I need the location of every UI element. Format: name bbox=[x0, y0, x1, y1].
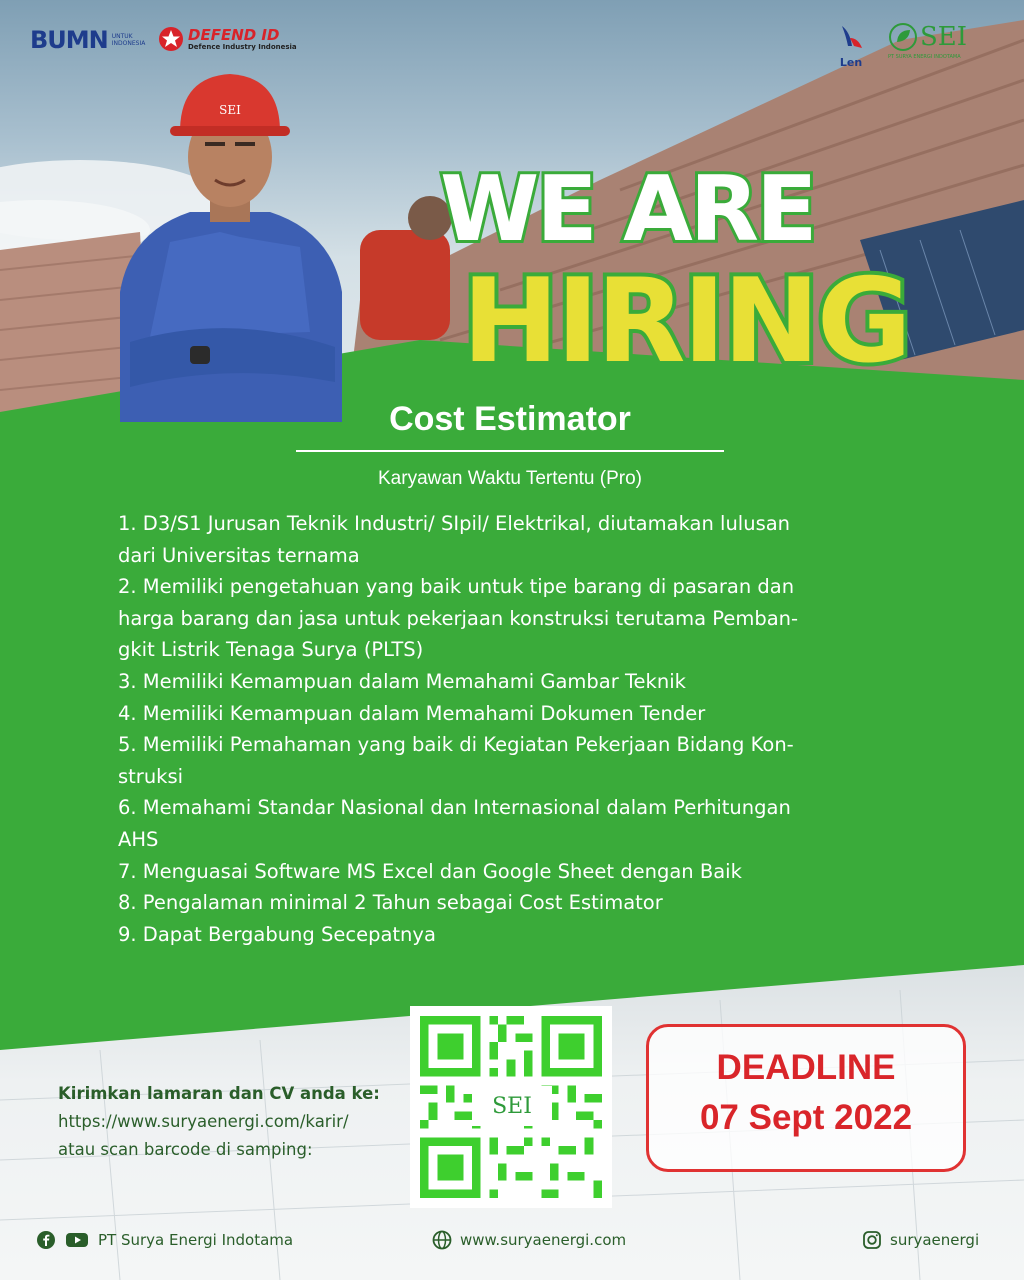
apply-note: atau scan barcode di samping: bbox=[58, 1140, 313, 1159]
globe-icon bbox=[432, 1230, 452, 1250]
requirement-line: 6. Memahami Standar Nasional dan Internasional dalam Perhitungan bbox=[118, 796, 791, 820]
requirement-line: 4. Memiliki Kemampuan dalam Memahami Dokumen Tender bbox=[118, 701, 706, 725]
len-logo bbox=[836, 24, 866, 69]
len-bird-icon bbox=[836, 24, 866, 52]
requirements-list bbox=[118, 508, 918, 950]
requirement-line: dari Universitas ternama bbox=[118, 543, 360, 567]
sei-leaf-icon bbox=[888, 22, 918, 52]
len-logo-text: Len bbox=[839, 56, 863, 69]
requirement-line: 3. Memiliki Kemampuan dalam Memahami Gambar Teknik bbox=[118, 669, 686, 693]
qr-center-logo bbox=[472, 1086, 552, 1126]
bumn-logo-sub: UNTUK INDONESIA bbox=[111, 33, 146, 47]
headline-we-are: WE ARE bbox=[440, 157, 815, 262]
career-url-link[interactable]: https://www.suryaenergi.com/karir/ bbox=[58, 1112, 349, 1131]
footer-website-text: www.suryaenergi.com bbox=[460, 1231, 627, 1249]
footer-instagram[interactable] bbox=[862, 1230, 979, 1250]
requirement-line: 9. Dapat Bergabung Secepatnya bbox=[118, 922, 436, 946]
deadline-label: DEADLINE bbox=[716, 1048, 896, 1087]
employment-type: Karyawan Waktu Tertentu (Pro) bbox=[378, 468, 642, 489]
qr-logo-text: SEI bbox=[492, 1093, 532, 1119]
qr-code[interactable] bbox=[410, 1006, 612, 1208]
sei-logo-text: SEI bbox=[920, 22, 968, 52]
requirement-line: struksi bbox=[118, 764, 184, 788]
bumn-logo bbox=[30, 26, 154, 54]
title-divider bbox=[296, 450, 724, 452]
requirement-line: 7. Menguasai Software MS Excel dan Google Sheet dengan Baik bbox=[118, 859, 742, 883]
facebook-icon[interactable] bbox=[36, 1230, 56, 1250]
instagram-icon bbox=[862, 1230, 882, 1250]
requirement-line: 1. D3/S1 Jurusan Teknik Industri/ SIpil/ Elektrikal, diutamakan lulusan bbox=[118, 512, 791, 535]
requirement-line: gkit Listrik Tenaga Surya (PLTS) bbox=[118, 638, 424, 662]
footer bbox=[0, 1224, 1024, 1260]
sei-logo bbox=[888, 22, 967, 60]
svg-text:SEI: SEI bbox=[219, 103, 241, 117]
defend-id-logo bbox=[158, 26, 297, 52]
deadline-box bbox=[646, 1024, 966, 1172]
footer-website[interactable] bbox=[432, 1230, 626, 1250]
apply-heading: Kirimkan lamaran dan CV anda ke: bbox=[58, 1084, 380, 1103]
defend-star-icon bbox=[158, 26, 184, 52]
headline-hiring: HIRING bbox=[462, 254, 910, 389]
job-title: Cost Estimator bbox=[389, 400, 631, 438]
requirement-line: 5. Memiliki Pemahaman yang baik di Kegiatan Pekerjaan Bidang Kon- bbox=[118, 733, 794, 757]
bumn-logo-text: BUMN bbox=[30, 26, 108, 54]
defend-id-title: DEFEND ID bbox=[188, 26, 280, 44]
requirement-line: harga barang dan jasa untuk pekerjaan konstruksi terutama Pemban- bbox=[118, 606, 799, 630]
footer-company: PT Surya Energi Indotama bbox=[98, 1231, 294, 1249]
footer-instagram-text: suryaenergi bbox=[890, 1231, 980, 1249]
sei-logo-sub: PT SURYA ENERGI INDOTAMA bbox=[888, 54, 961, 60]
defend-id-sub: Defence Industry Indonesia bbox=[188, 43, 297, 51]
requirement-line: 2. Memiliki pengetahuan yang baik untuk tipe barang di pasaran dan bbox=[118, 575, 795, 599]
youtube-icon[interactable] bbox=[64, 1230, 90, 1250]
requirement-line: 8. Pengalaman minimal 2 Tahun sebagai Cost Estimator bbox=[118, 891, 663, 915]
apply-instructions bbox=[58, 1080, 418, 1164]
worker-photo bbox=[110, 62, 350, 422]
footer-social bbox=[36, 1230, 293, 1250]
deadline-date: 07 Sept 2022 bbox=[699, 1098, 913, 1137]
requirement-line: AHS bbox=[118, 827, 159, 851]
